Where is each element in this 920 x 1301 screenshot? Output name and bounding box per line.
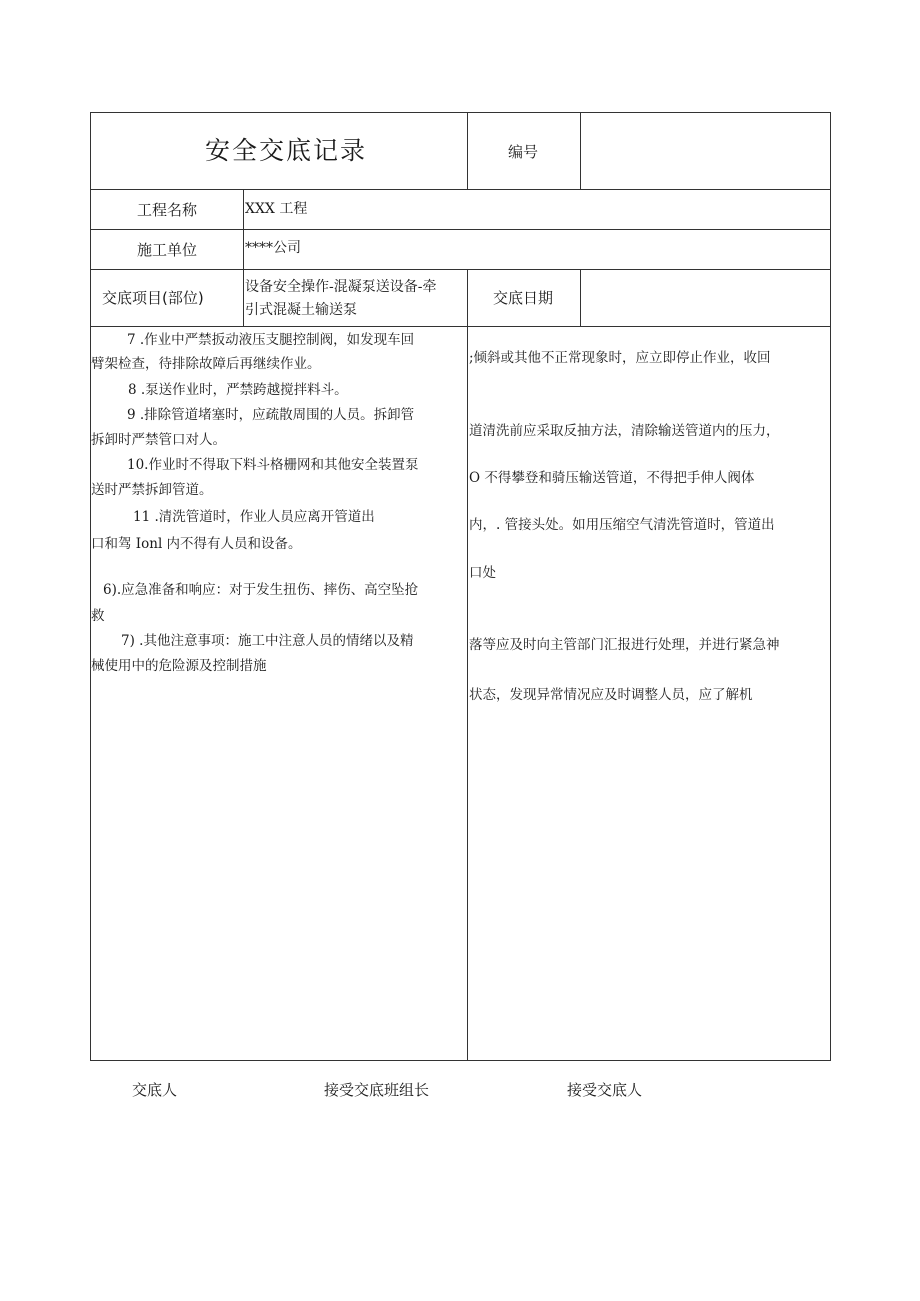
receiver-label: 接受交底人	[567, 1081, 643, 1099]
left-line-8: 11 .清洗管道时，作业人员应离开管道出	[133, 509, 375, 525]
left-line-6: 10.作业时不得取下料斗格栅网和其他安全装置泵	[127, 457, 419, 473]
right-line-2: 道清洗前应采取反抽方法，清除输送管道内的压力，	[469, 423, 780, 439]
table-border-right	[830, 112, 831, 1061]
table-rule-2	[90, 229, 831, 230]
right-line-3: O 不得攀登和骑压输送管道，不得把手伸人阀体	[469, 470, 755, 486]
left-line-5: 拆卸时严禁管口对人。	[91, 432, 226, 448]
right-line-7: 状态，发现异常情况应及时调整人员，应了解机	[469, 687, 753, 703]
disclosure-item-label: 交底项目(部位)	[102, 289, 204, 307]
table-col-divider-content	[467, 326, 468, 1061]
document-title: 安全交底记录	[205, 136, 368, 165]
number-label: 编号	[508, 143, 539, 161]
left-line-3: 8 .泵送作业时，严禁跨越搅拌料斗。	[128, 382, 348, 398]
left-line-11: 救	[91, 608, 105, 624]
disclosure-item-value-line2: 引式混凝土输送泵	[245, 302, 357, 318]
table-border-top	[90, 112, 831, 113]
left-line-2: 臂架检查，待排除故障后再继续作业。	[91, 356, 321, 372]
table-border-bottom	[90, 1060, 831, 1061]
right-line-5: 口处	[469, 565, 496, 581]
left-line-9: 口和驾 Ionl 内不得有人员和设备。	[91, 536, 302, 552]
right-line-4: 内，. 管接头处。如用压缩空气清洗管道时，管道出	[469, 517, 775, 533]
table-border-left	[90, 112, 91, 1061]
table-rule-1	[90, 189, 831, 190]
table-col-divider-date-value	[580, 269, 581, 327]
left-line-7: 送时严禁拆卸管道。	[91, 482, 213, 498]
disclosure-item-value-line1: 设备安全操作-混凝泵送设备-牵	[245, 279, 437, 295]
left-line-12: 7) .其他注意事项：施工中注意人员的情绪以及精	[121, 633, 414, 649]
team-leader-label: 接受交底班组长	[324, 1081, 430, 1099]
construction-unit-value: ****公司	[245, 240, 301, 256]
table-col-divider-title	[467, 112, 468, 190]
left-line-10: 6).应急准备和响应：对于发生扭伤、摔伤、高空坠抢	[103, 582, 419, 598]
table-col-divider-label	[243, 189, 244, 327]
table-col-divider-date	[467, 269, 468, 327]
project-name-label: 工程名称	[137, 201, 198, 219]
discloser-label: 交底人	[132, 1081, 178, 1099]
right-line-1: ;倾斜或其他不正常现象时，应立即停止作业，收回	[469, 350, 771, 366]
table-col-divider-number	[580, 112, 581, 190]
disclosure-date-label: 交底日期	[493, 289, 554, 307]
table-rule-4	[90, 326, 831, 327]
construction-unit-label: 施工单位	[137, 241, 198, 259]
project-name-value: XXX 工程	[245, 201, 308, 217]
table-rule-3	[90, 269, 831, 270]
left-line-1: 7 .作业中严禁扳动液压支腿控制阀，如发现车回	[127, 332, 415, 348]
left-line-4: 9 .排除管道堵塞时，应疏散周围的人员。拆卸管	[127, 407, 415, 423]
left-line-13: 械使用中的危险源及控制措施	[91, 658, 267, 674]
right-line-6: 落等应及时向主管部门汇报进行处理，并进行紧急神	[469, 637, 780, 653]
